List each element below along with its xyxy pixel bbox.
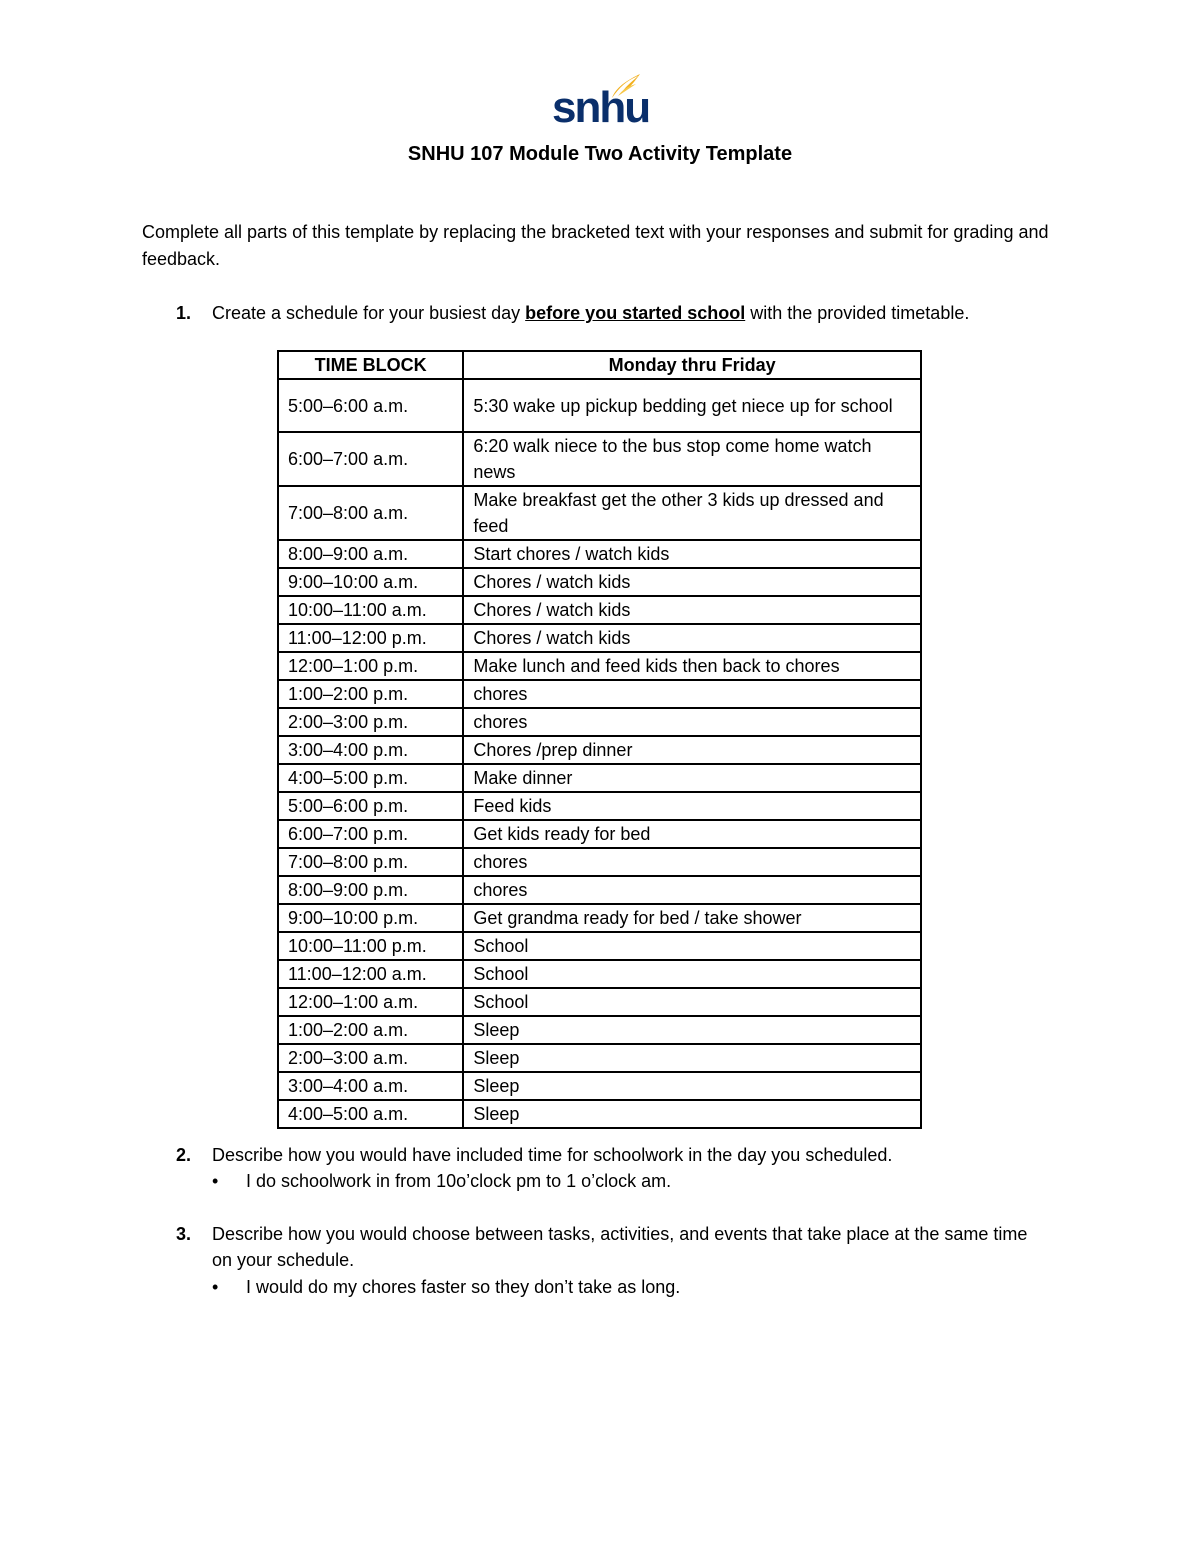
time-cell: 8:00–9:00 a.m. [278, 540, 463, 568]
page-title: SNHU 107 Module Two Activity Template [407, 143, 793, 165]
activity-cell: Chores / watch kids [463, 596, 921, 624]
activity-cell: Sleep [463, 1100, 921, 1128]
emphasis-text: before you started school [525, 303, 746, 323]
time-cell: 4:00–5:00 a.m. [278, 1100, 463, 1128]
time-cell: 2:00–3:00 a.m. [278, 1044, 463, 1072]
table-row [278, 988, 921, 1016]
activity-cell: Chores /prep dinner [463, 736, 921, 764]
time-cell: 11:00–12:00 p.m. [278, 624, 463, 652]
time-cell: 10:00–11:00 p.m. [278, 932, 463, 960]
time-cell: 8:00–9:00 p.m. [278, 876, 463, 904]
table-row [278, 764, 921, 792]
time-cell: 6:00–7:00 a.m. [278, 432, 463, 486]
question-text: Describe how you would choose between tasks, activities, and events that take place at the same time on your schedule. [212, 1224, 1028, 1270]
table-row [278, 568, 921, 596]
question-number: 3. [176, 1224, 192, 1244]
time-cell: 11:00–12:00 a.m. [278, 960, 463, 988]
activity-cell: School [463, 932, 921, 960]
activity-cell: School [463, 960, 921, 988]
answer-text: I would do my chores faster so they don’t take as long. [246, 1277, 681, 1297]
time-cell: 5:00–6:00 p.m. [278, 792, 463, 820]
activity-cell: School [463, 988, 921, 1016]
question-text: Create a schedule for your busiest day before you started school with the provided timetable. [212, 303, 970, 323]
activity-cell: Chores / watch kids [463, 568, 921, 596]
time-cell: 9:00–10:00 a.m. [278, 568, 463, 596]
activity-cell: chores [463, 708, 921, 736]
question-number: 1. [176, 303, 192, 323]
activity-cell: 5:30 wake up pickup bedding get niece up for school [463, 379, 921, 432]
schedule-table [277, 350, 922, 1129]
table-row [278, 1100, 921, 1128]
activity-cell: Sleep [463, 1072, 921, 1100]
time-cell: 5:00–6:00 a.m. [278, 379, 463, 432]
header-time-block: TIME BLOCK [278, 351, 463, 379]
bullet-icon: • [212, 1277, 219, 1297]
activity-cell: Sleep [463, 1016, 921, 1044]
activity-cell: Get grandma ready for bed / take shower [463, 904, 921, 932]
snhu-logo [552, 72, 650, 136]
activity-cell: chores [463, 876, 921, 904]
table-row [278, 736, 921, 764]
time-cell: 12:00–1:00 p.m. [278, 652, 463, 680]
question-text: Describe how you would have included time for schoolwork in the day you scheduled. [212, 1145, 893, 1165]
time-cell: 4:00–5:00 p.m. [278, 764, 463, 792]
activity-cell: Make dinner [463, 764, 921, 792]
table-row [278, 379, 921, 432]
table-row [278, 876, 921, 904]
time-cell: 3:00–4:00 a.m. [278, 1072, 463, 1100]
table-row [278, 624, 921, 652]
activity-cell: Get kids ready for bed [463, 820, 921, 848]
time-cell: 2:00–3:00 p.m. [278, 708, 463, 736]
table-row [278, 680, 921, 708]
question-number: 2. [176, 1145, 192, 1165]
table-row [278, 792, 921, 820]
table-row [278, 932, 921, 960]
time-cell: 1:00–2:00 a.m. [278, 1016, 463, 1044]
table-row [278, 596, 921, 624]
activity-cell: Sleep [463, 1044, 921, 1072]
time-cell: 1:00–2:00 p.m. [278, 680, 463, 708]
activity-cell: Chores / watch kids [463, 624, 921, 652]
time-cell: 10:00–11:00 a.m. [278, 596, 463, 624]
table-row [278, 848, 921, 876]
table-row [278, 820, 921, 848]
time-cell: 3:00–4:00 p.m. [278, 736, 463, 764]
activity-cell: chores [463, 848, 921, 876]
activity-cell: Start chores / watch kids [463, 540, 921, 568]
time-cell: 7:00–8:00 a.m. [278, 486, 463, 540]
table-row [278, 1016, 921, 1044]
table-row [278, 652, 921, 680]
answer-text: I do schoolwork in from 10o’clock pm to 1 o’clock am. [246, 1171, 672, 1191]
time-cell: 12:00–1:00 a.m. [278, 988, 463, 1016]
table-row [278, 1044, 921, 1072]
table-row [278, 486, 921, 540]
activity-cell: 6:20 walk niece to the bus stop come home watch news [463, 432, 921, 486]
activity-cell: Make breakfast get the other 3 kids up dressed and feed [463, 486, 921, 540]
table-row [278, 708, 921, 736]
activity-cell: chores [463, 680, 921, 708]
logo-wordmark: snhu [552, 83, 650, 132]
intro-paragraph: Complete all parts of this template by replacing the bracketed text with your responses and submit for grading and feedback. [142, 222, 1049, 269]
table-row [278, 540, 921, 568]
time-cell: 6:00–7:00 p.m. [278, 820, 463, 848]
header-day: Monday thru Friday [463, 351, 921, 379]
activity-cell: Make lunch and feed kids then back to chores [463, 652, 921, 680]
table-row [278, 960, 921, 988]
table-row [278, 904, 921, 932]
time-cell: 7:00–8:00 p.m. [278, 848, 463, 876]
time-cell: 9:00–10:00 p.m. [278, 904, 463, 932]
activity-cell: Feed kids [463, 792, 921, 820]
bullet-icon: • [212, 1171, 219, 1191]
table-row [278, 1072, 921, 1100]
table-row [278, 432, 921, 486]
